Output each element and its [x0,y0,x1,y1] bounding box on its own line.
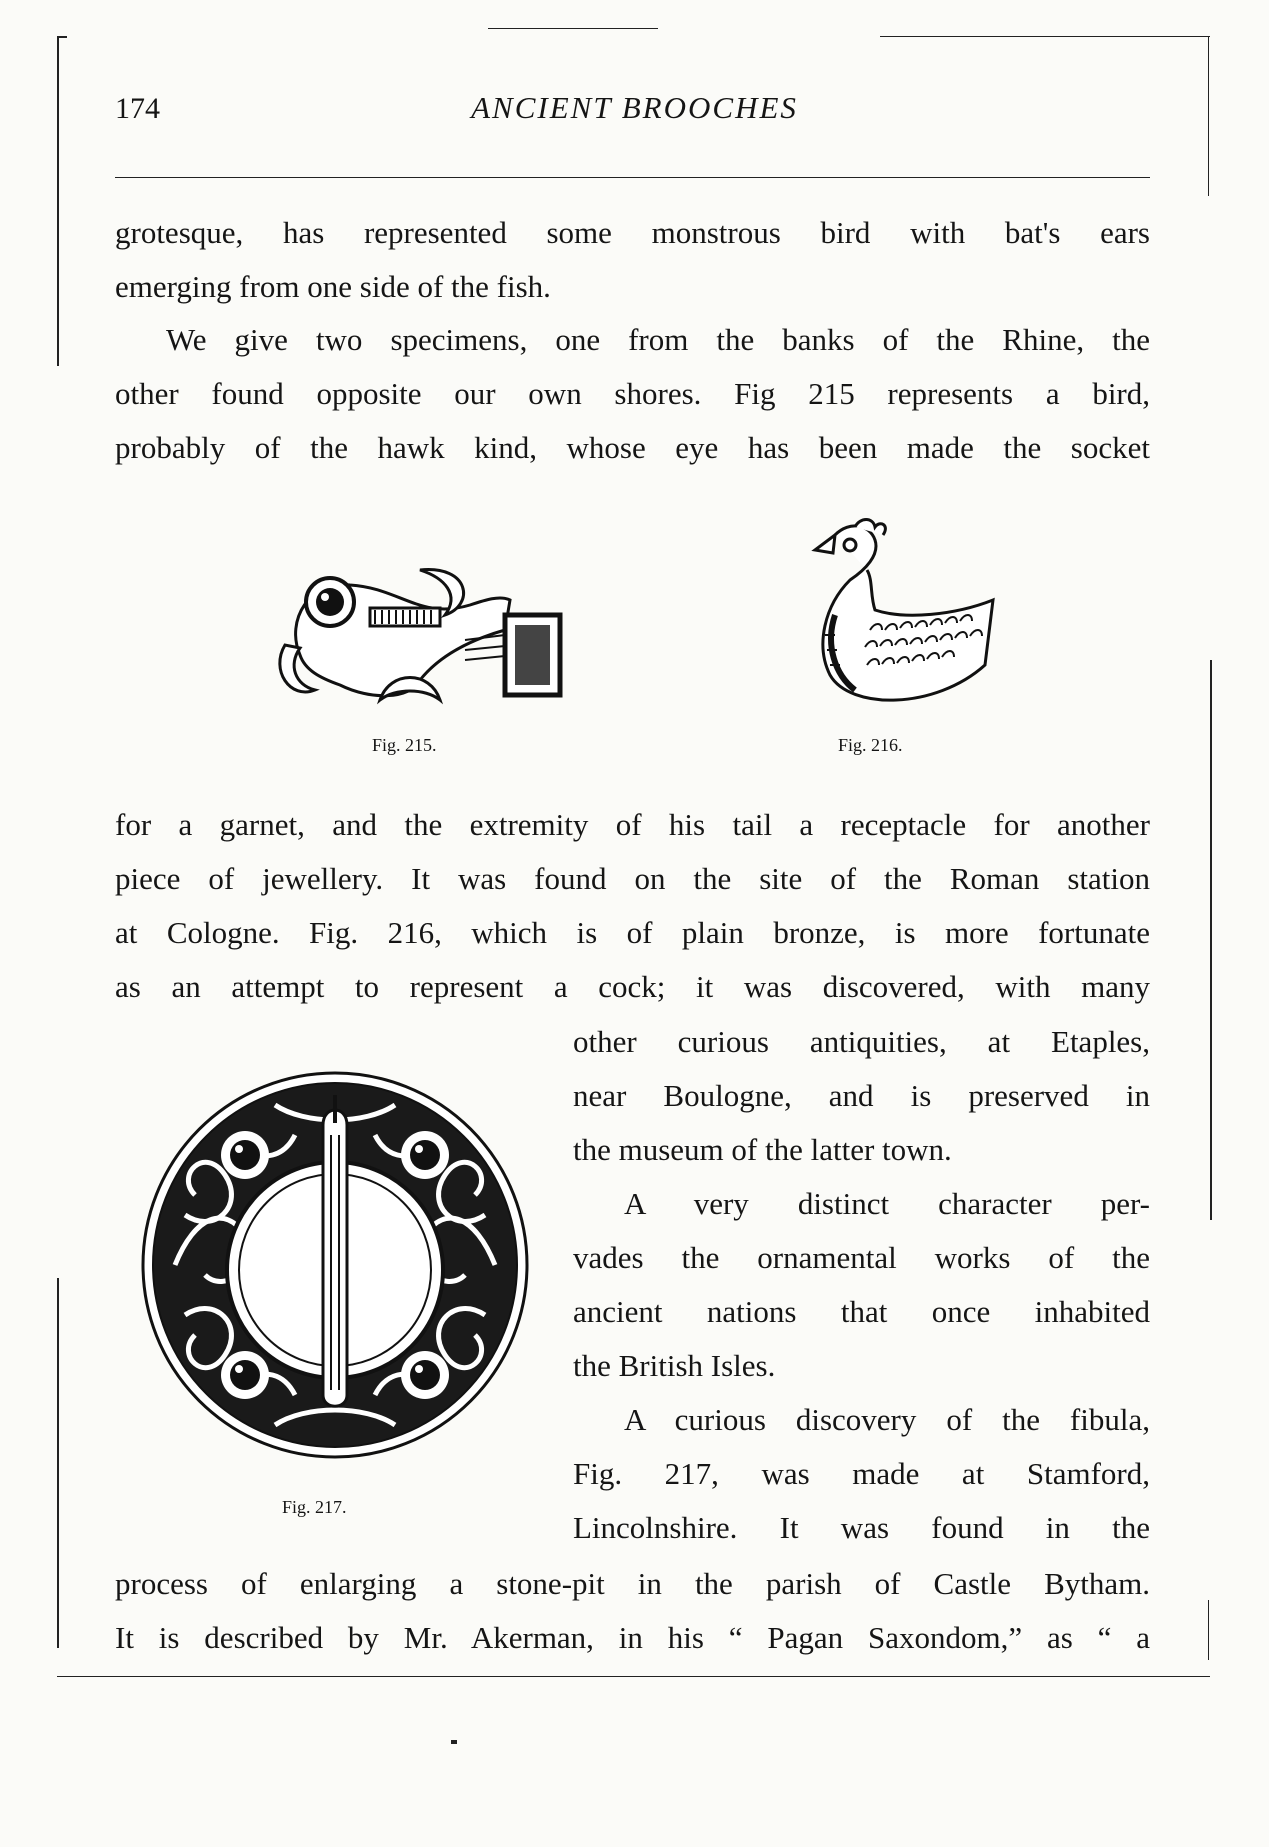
text-line: the British Isles. [573,1348,776,1383]
text-line: probably of the hawk kind, whose eye has been made the socket [115,430,1150,465]
bottom-border [57,1676,1210,1677]
text-line: emerging from one side of the fish. [115,269,551,304]
text-line: as an attempt to represent a cock; it was discovered, with many [115,969,1150,1004]
text-line: It is described by Mr. Akerman, in his “ Pagan Saxondom,” as “ a [115,1620,1150,1655]
fig-217-caption: Fig. 217. [282,1497,347,1517]
text-line: at Cologne. Fig. 216, which is of plain bronze, is more fortunate [115,915,1150,950]
running-title: ANCIENT BROOCHES [471,90,798,125]
fig-216-caption: Fig. 216. [838,735,903,755]
text-line: Fig. 217, was made at Stamford, [573,1456,1150,1491]
text-line: Lincolnshire. It was found in the [573,1510,1150,1545]
top-border-right [880,36,1210,37]
text-line: the museum of the latter town. [573,1132,952,1167]
left-border [57,36,59,366]
text-line: ancient nations that once inhabited [573,1294,1150,1329]
scan-speck [451,1740,457,1744]
fig-215-bird-brooch-illustration [270,560,570,730]
right-border-lower [1208,1600,1209,1660]
text-line: vades the ornamental works of the [573,1240,1150,1275]
text-line: A very distinct character per- [624,1186,1150,1221]
left-border-lower [57,1278,59,1648]
fig-215-caption: Fig. 215. [372,735,437,755]
corner-tick [57,36,67,38]
text-line: for a garnet, and the extremity of his tail a receptacle for another [115,807,1150,842]
text-line: grotesque, has represented some monstrous bird with bat's ears [115,215,1150,250]
text-line: near Boulogne, and is preserved in [573,1078,1150,1113]
fig-217-fibula-illustration [135,1065,535,1465]
text-line: We give two specimens, one from the banks of the Rhine, the [166,322,1150,357]
header-rule [115,177,1150,178]
text-line: other curious antiquities, at Etaples, [573,1024,1150,1059]
text-line: piece of jewellery. It was found on the site of the Roman station [115,861,1150,896]
fig-216-cock-brooch-illustration [755,515,995,720]
top-border-left [488,28,658,29]
page-number: 174 [115,92,160,125]
right-border-mid [1210,660,1212,1220]
text-line: other found opposite our own shores. Fig 215 represents a bird, [115,376,1150,411]
text-line: A curious discovery of the fibula, [624,1402,1150,1437]
text-line: process of enlarging a stone-pit in the parish of Castle Bytham. [115,1566,1150,1601]
